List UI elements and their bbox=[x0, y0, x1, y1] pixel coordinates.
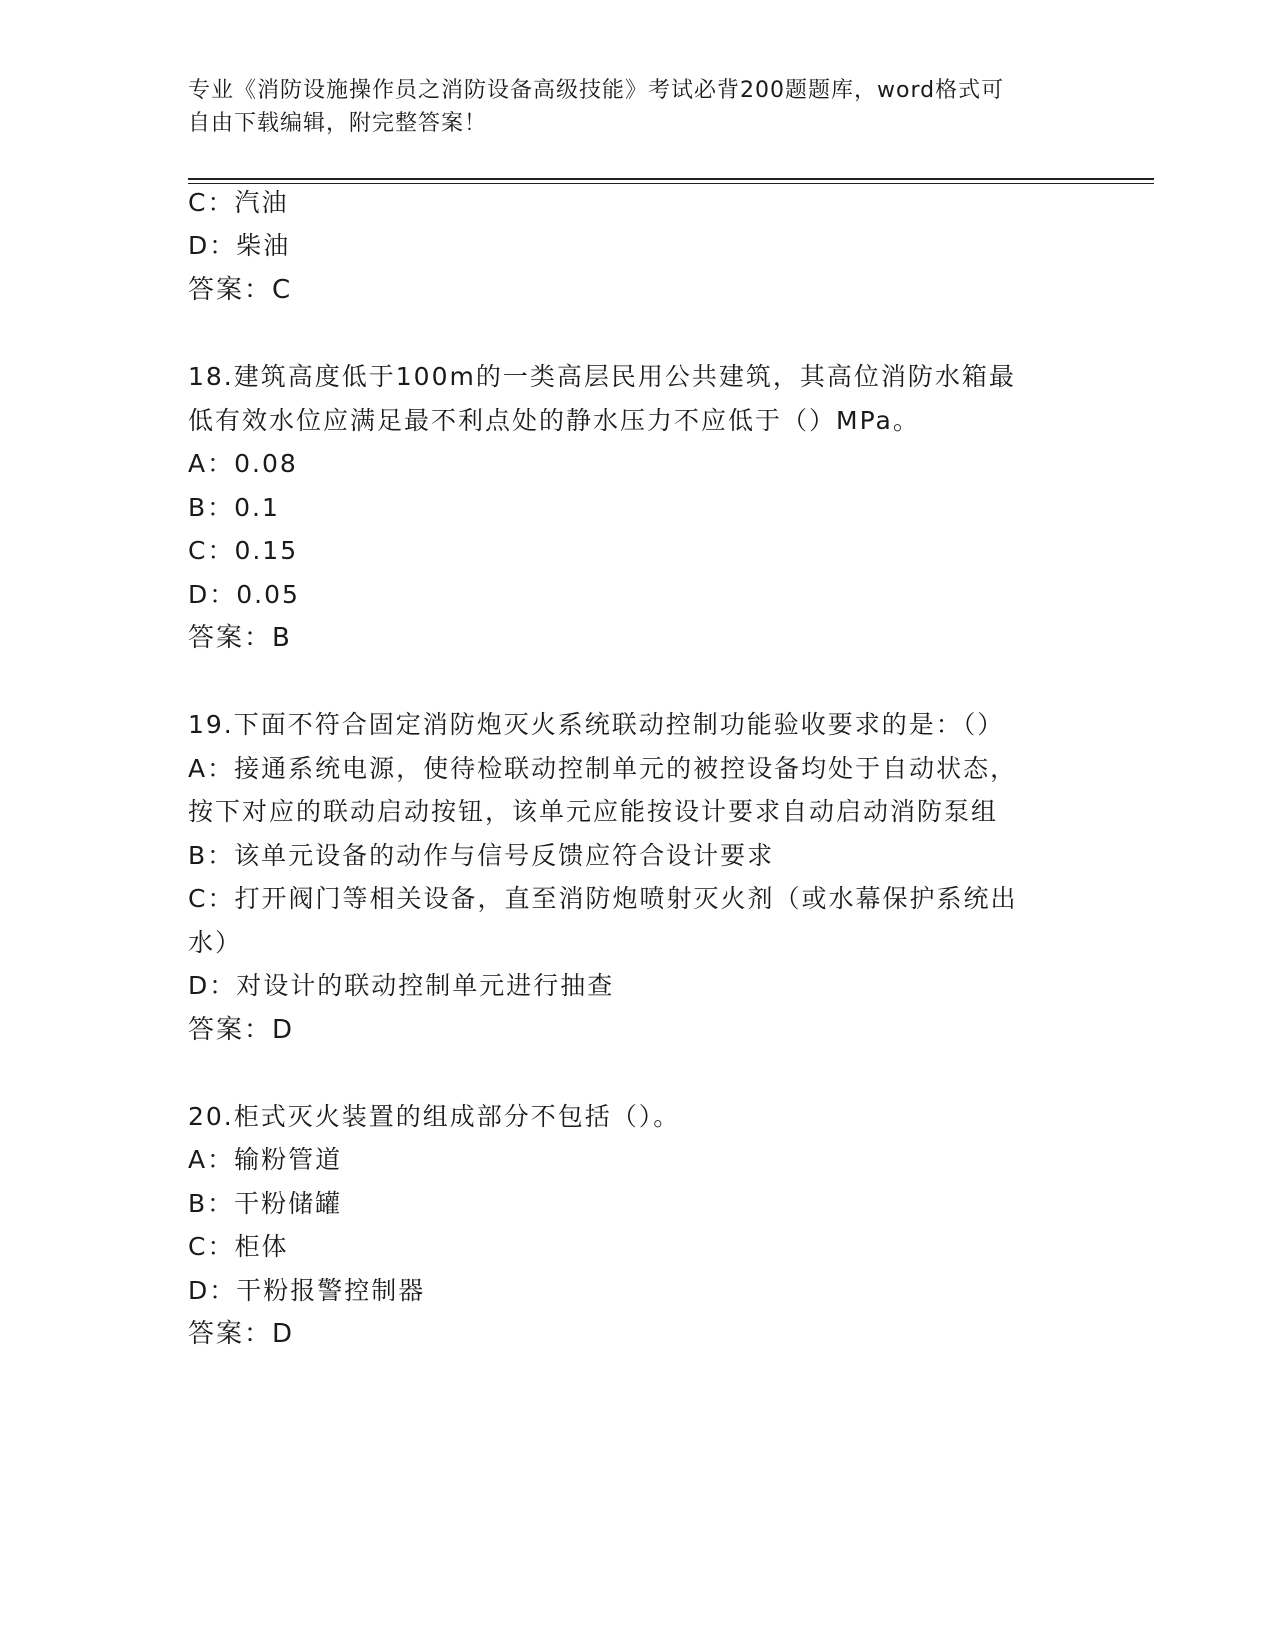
document-header bbox=[188, 74, 1068, 140]
q19-option-a-line-2: 按下对应的联动启动按钮，该单元应能按设计要求自动启动消防泵组 bbox=[188, 797, 999, 826]
q18-option-b: B：0.1 bbox=[188, 493, 280, 522]
prev-answer: 答案：C bbox=[188, 275, 293, 305]
q20-option-b: B：干粉储罐 bbox=[188, 1189, 343, 1218]
q18-stem-line-2: 低有效水位应满足最不利点处的静水压力不应低于（）MPa。 bbox=[188, 406, 920, 435]
q18-option-c: C：0.15 bbox=[188, 536, 299, 565]
q19-option-a-line-1: A：接通系统电源，使待检联动控制单元的被控设备均处于自动状态， bbox=[188, 754, 1018, 783]
prev-option-d: D：柴油 bbox=[188, 231, 291, 260]
header-divider-thin bbox=[188, 183, 1154, 184]
q18-option-d: D：0.05 bbox=[188, 580, 300, 609]
q20-option-a: A：输粉管道 bbox=[188, 1145, 343, 1174]
q19-option-b: B：该单元设备的动作与信号反馈应符合设计要求 bbox=[188, 841, 775, 870]
q19-option-d: D：对设计的联动控制单元进行抽查 bbox=[188, 971, 615, 1000]
header-line-1: 专业《消防设施操作员之消防设备高级技能》考试必背200题题库，word格式可 bbox=[188, 78, 1005, 103]
q20-answer: 答案：D bbox=[188, 1319, 295, 1349]
q20-option-c: C：柜体 bbox=[188, 1232, 289, 1261]
q18-stem-line-1: 18.建筑高度低于100m的一类高层民用公共建筑，其高位消防水箱最 bbox=[188, 362, 1016, 391]
q18-option-a: A：0.08 bbox=[188, 449, 298, 478]
q19-option-c-line-1: C：打开阀门等相关设备，直至消防炮喷射灭火剂（或水幕保护系统出 bbox=[188, 884, 1018, 913]
q19-answer: 答案：D bbox=[188, 1015, 295, 1045]
q19-stem: 19.下面不符合固定消防炮灭火系统联动控制功能验收要求的是：（） bbox=[188, 710, 1005, 739]
q18-answer: 答案：B bbox=[188, 623, 292, 653]
prev-option-c: C：汽油 bbox=[188, 188, 289, 217]
header-divider-thick bbox=[188, 178, 1154, 180]
header-line-2: 自由下载编辑，附完整答案！ bbox=[188, 111, 488, 136]
q20-stem: 20.柜式灭火装置的组成部分不包括（）。 bbox=[188, 1102, 681, 1131]
q20-option-d: D：干粉报警控制器 bbox=[188, 1276, 426, 1305]
q19-option-c-line-2: 水） bbox=[188, 928, 243, 957]
